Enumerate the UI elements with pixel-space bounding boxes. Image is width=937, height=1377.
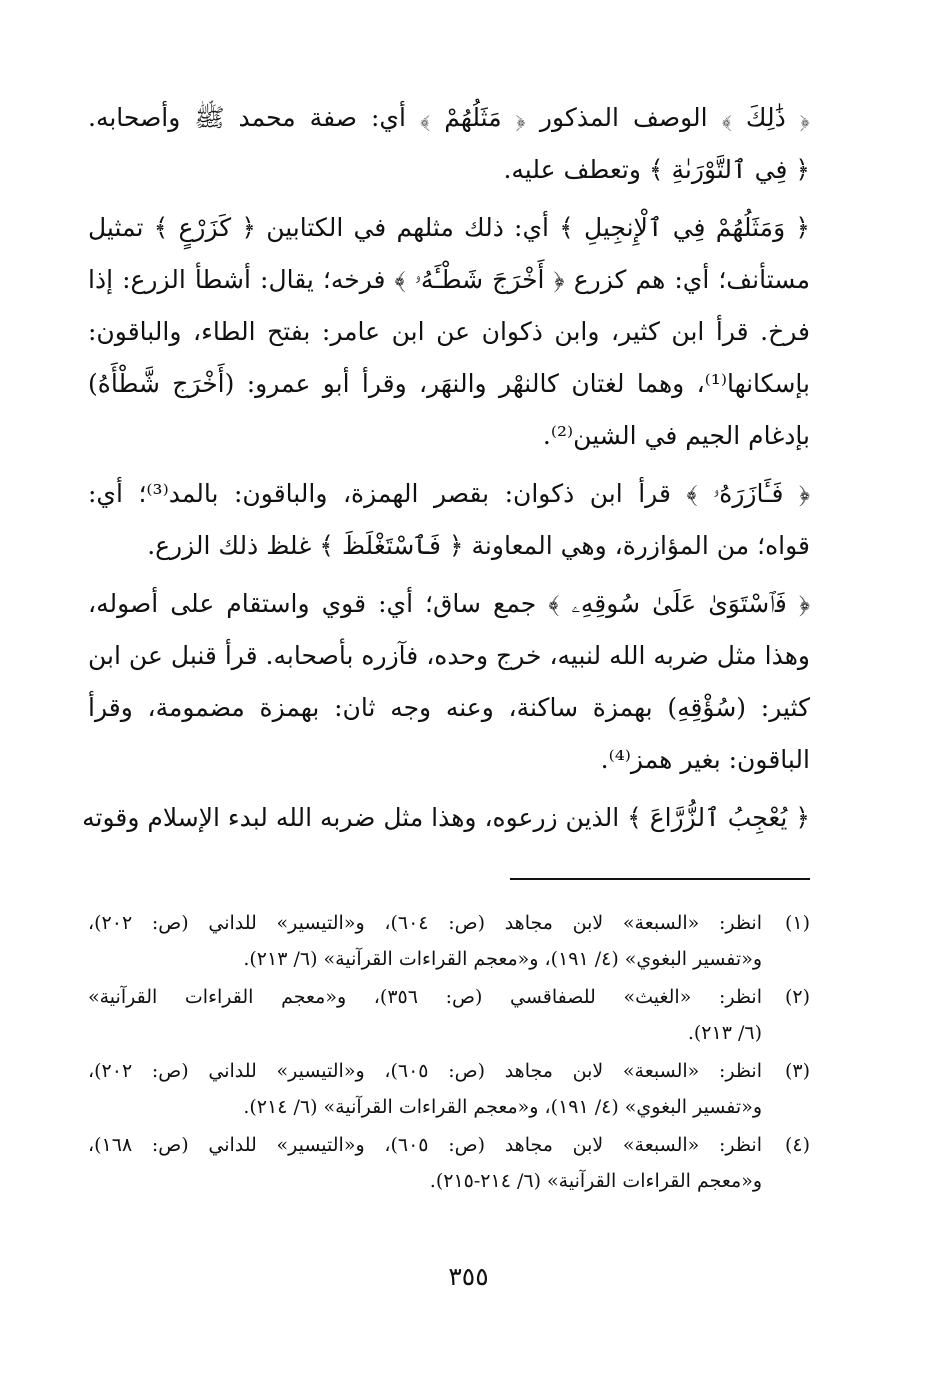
- text-line: بإسكانها⁽¹⁾، وهما لغتان كالنهْر والنهَر، وقرأ أبو عمرو: (أَخْرَج شَّطْأَهُ): [88, 369, 810, 398]
- page-number: ٣٥٥: [448, 1262, 489, 1291]
- footnote-line: انظر: «السبعة» لابن مجاهد (ص: ٦٠٥)، و«التيسير» للداني (ص: ٢٠٢)،: [88, 1060, 762, 1082]
- footnotes: [88, 905, 810, 1201]
- page-body: [82, 92, 810, 850]
- footnote-number: (٢): [784, 986, 810, 1008]
- footnote-number: (٤): [784, 1134, 810, 1156]
- footnote-text: [88, 905, 762, 977]
- text-line: وهذا مثل ضربه الله لنبيه، خرج وحده، فآزره بأصحابه. قرأ قنبل عن ابن: [88, 641, 810, 670]
- paragraph: [88, 92, 810, 196]
- main-text: [82, 92, 810, 844]
- footnote: [88, 1127, 810, 1199]
- footnote-line: و«تفسير البغوي» (٤/ ١٩١)، و«معجم القراءات القرآنية» (٦/ ٢١٤).: [243, 1096, 762, 1118]
- paragraph: [82, 792, 810, 844]
- text-line: ﴿ يُعْجِبُ ٱلزُّرَّاعَ ﴾ الذين زرعوه، وهذا مثل ضربه الله لبدء الإسلام وقوته: [82, 803, 810, 832]
- text-line: ﴿ ذَٰلِكَ ﴾ الوصف المذكور ﴿ مَثَلُهُمْ ﴾ أي: صفة محمد ﷺ وأصحابه.: [88, 103, 810, 132]
- paragraph: [88, 202, 810, 462]
- footnote-text: [88, 979, 762, 1051]
- footnote-number: (٣): [784, 1060, 810, 1082]
- text-line: ﴿ فِي ٱلتَّوْرَىٰةِ ﴾ وتعطف عليه.: [503, 155, 810, 184]
- text-line: فرخ. قرأ ابن كثير، وابن ذكوان عن ابن عامر: بفتح الطاء، والباقون:: [88, 317, 810, 346]
- text-line: الباقون: بغير همز⁽⁴⁾.: [600, 745, 810, 774]
- footnote-line: و«معجم القراءات القرآنية» (٦/ ٢١٤-٢١٥).: [429, 1170, 762, 1192]
- footnote: [88, 905, 810, 977]
- paragraph: [88, 578, 810, 786]
- footnote: [88, 1053, 810, 1125]
- footnote-line: و«تفسير البغوي» (٤/ ١٩١)، و«معجم القراءات القرآنية» (٦/ ٢١٣).: [243, 948, 762, 970]
- paragraph: [88, 468, 810, 572]
- footnote-number: (١): [784, 912, 810, 934]
- text-line: مستأنف؛ أي: هم كزرع ﴿ أَخْرَجَ شَطْـَٔهُۥ ﴾ فرخه؛ يقال: أشطأ الزرع: إذا: [88, 265, 810, 294]
- footnote-line: انظر: «السبعة» لابن مجاهد (ص: ٦٠٤)، و«التيسير» للداني (ص: ٢٠٢)،: [88, 912, 762, 934]
- text-line: بإدغام الجيم في الشين⁽²⁾.: [542, 421, 810, 450]
- footnote-text: [88, 1053, 762, 1125]
- text-line: ﴿ فَٱسْتَوَىٰ عَلَىٰ سُوقِهِۦ ﴾ جمع ساق؛ أي: قوي واستقام على أصوله،: [88, 589, 810, 618]
- footnote-line: انظر: «الغيث» للصفاقسي (ص: ٣٥٦)، و«معجم القراءات القرآنية»: [88, 986, 762, 1008]
- footnote-separator: [510, 878, 810, 880]
- footnote: [88, 979, 810, 1051]
- text-line: كثير: (سُؤْقِهِ) بهمزة ساكنة، وعنه وجه ثان: بهمزة مضمومة، وقرأ: [88, 693, 810, 722]
- footnote-line: (٦/ ٢١٣).: [687, 1022, 762, 1044]
- text-line: ﴿ وَمَثَلُهُمْ فِي ٱلْإِنجِيلِ ﴾ أي: ذلك مثلهم في الكتابين ﴿ كَزَرْعٍ ﴾ تمثيل: [88, 213, 810, 242]
- text-line: ﴿ فَـَٔازَرَهُۥ ﴾ قرأ ابن ذكوان: بقصر الهمزة، والباقون: بالمد⁽³⁾؛ أي:: [88, 479, 810, 508]
- text-line: قواه؛ من المؤازرة، وهي المعاونة ﴿ فَٱسْتَغْلَظَ ﴾ غلظ ذلك الزرع.: [147, 531, 810, 560]
- footnote-line: انظر: «السبعة» لابن مجاهد (ص: ٦٠٥)، و«التيسير» للداني (ص: ١٦٨)،: [88, 1134, 762, 1156]
- footnote-text: [88, 1127, 762, 1199]
